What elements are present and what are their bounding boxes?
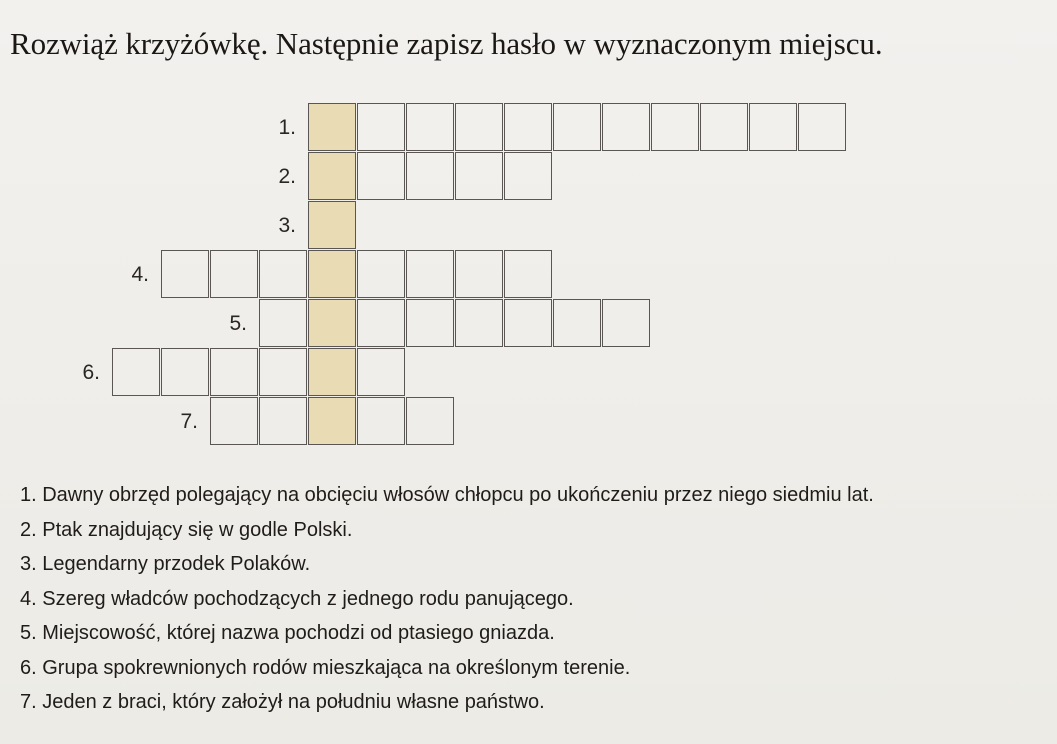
crossword-cell[interactable] [161, 250, 209, 298]
clue-list [20, 478, 874, 720]
clue-item: 7. Jeden z braci, który założył na południu własne państwo. [20, 691, 545, 713]
crossword-cell[interactable] [357, 250, 405, 298]
crossword-cell[interactable] [406, 250, 454, 298]
row-number-6: 6. [82, 361, 100, 384]
crossword-cell[interactable] [406, 397, 454, 445]
crossword-cell[interactable] [259, 397, 307, 445]
crossword-cell[interactable] [259, 250, 307, 298]
row-number-7: 7. [180, 410, 198, 433]
crossword-cell[interactable] [455, 103, 503, 151]
crossword-cell[interactable] [651, 103, 699, 151]
password-cell[interactable] [308, 299, 356, 347]
row-number-5: 5. [229, 312, 247, 335]
crossword-cell[interactable] [210, 397, 258, 445]
crossword-cell[interactable] [504, 103, 552, 151]
crossword-cell[interactable] [455, 250, 503, 298]
clue-item: 1. Dawny obrzęd polegający na obcięciu włosów chłopcu po ukończeniu przez niego siedmiu lat. [20, 484, 874, 506]
crossword-cell[interactable] [504, 250, 552, 298]
password-cell[interactable] [308, 250, 356, 298]
crossword-cell[interactable] [112, 348, 160, 396]
password-cell[interactable] [308, 201, 356, 249]
crossword-cell[interactable] [553, 103, 601, 151]
clue-item: 6. Grupa spokrewnionych rodów mieszkająca na określonym terenie. [20, 656, 631, 679]
crossword-cell[interactable] [357, 103, 405, 151]
crossword-cell[interactable] [553, 299, 601, 347]
clue-item: 2. Ptak znajdujący się w godle Polski. [20, 518, 353, 541]
crossword-cell[interactable] [700, 103, 748, 151]
crossword-cell[interactable] [210, 348, 258, 396]
crossword-cell[interactable] [357, 152, 405, 200]
clue-item: 4. Szereg władców pochodzących z jednego rodu panującego. [20, 587, 574, 610]
clue-item: 3. Legendarny przodek Polaków. [20, 553, 311, 575]
password-cell[interactable] [308, 103, 356, 151]
crossword-cell[interactable] [161, 348, 209, 396]
password-cell[interactable] [308, 348, 356, 396]
crossword-cell[interactable] [259, 299, 307, 347]
crossword-cell[interactable] [357, 299, 405, 347]
password-cell[interactable] [308, 397, 356, 445]
crossword-cell[interactable] [602, 299, 650, 347]
crossword-cell[interactable] [504, 299, 552, 347]
crossword-cell[interactable] [455, 152, 503, 200]
crossword-cell[interactable] [602, 103, 650, 151]
row-number-4: 4. [131, 263, 149, 286]
crossword-cell[interactable] [357, 397, 405, 445]
row-number-1: 1. [278, 116, 296, 139]
password-cell[interactable] [308, 152, 356, 200]
crossword-cell[interactable] [259, 348, 307, 396]
row-number-3: 3. [278, 214, 296, 237]
crossword-cell[interactable] [798, 103, 846, 151]
crossword-cell[interactable] [504, 152, 552, 200]
crossword-cell[interactable] [406, 152, 454, 200]
crossword-cell[interactable] [455, 299, 503, 347]
row-number-2: 2. [278, 165, 296, 188]
crossword-cell[interactable] [406, 299, 454, 347]
clue-item: 5. Miejscowość, której nazwa pochodzi od ptasiego gniazda. [20, 622, 555, 644]
page-title: Rozwiąż krzyżówkę. Następnie zapisz hasło w wyznaczonym miejscu. [10, 26, 883, 61]
crossword-cell[interactable] [406, 103, 454, 151]
crossword-cell[interactable] [357, 348, 405, 396]
crossword-cell[interactable] [210, 250, 258, 298]
crossword-cell[interactable] [749, 103, 797, 151]
